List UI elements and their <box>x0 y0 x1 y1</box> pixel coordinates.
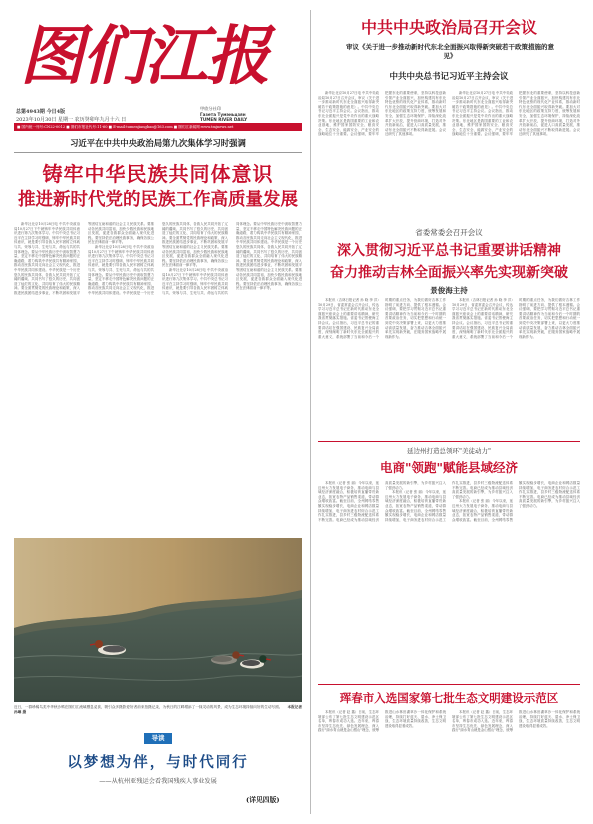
story-c-body-text-cont-2: 本报讯（记者 张 丽）今年以来，延边州大力发展电子商务，推动电商与县域经济深度融合，积极培育直播带货新业态，拓宽农特产品销售渠道，带动群众增收致富。截至目前，全州网络零售额实现稳步增长，电商企业和网店数量持续增加，电子商务进农村综合示范工作扎实推进，县乡村三级物流配送体系不断完善。电商已经成为推动县域经济高质量发展的新引擎，为乡村振兴注入了强劲动力。 <box>452 481 580 522</box>
story-d-top-rule <box>318 684 580 685</box>
guide-more[interactable]: (详见四版) <box>246 796 280 804</box>
masthead-date: 2023年10月30日 星期一 农历癸卯年九月十六 日 <box>16 117 127 123</box>
masthead-label-line-2: Газета Тумэньцзян <box>200 111 246 117</box>
story-c-top-rule <box>318 441 580 442</box>
story-a-headline: 中共中央政治局召开会议 <box>360 18 537 37</box>
story-d-body-text: 本报讯（记者 赵 鑫）日前，生态环境部公布了第七批生态文明建设示范区名单，珲春市成功入选。近年来，珲春市坚持生态优先、绿色发展理念，深入践行"绿水青山就是金山银山"理念，统筹推进山水林田湖草沙一体化保护和系统治理，持续打好蓝天、碧水、净土保卫战，生态环境质量持续改善，生态文明建设取得显著成效。 <box>318 710 446 733</box>
story-d-body <box>318 710 580 814</box>
story-c-body <box>318 481 580 679</box>
masthead-label-line-1: 甲欣分社印 <box>200 106 221 111</box>
photo-caption-text: 近日，一群珍稀鸟类中华秋沙鸭在图们江流域栖息觅食，吸引众多摄影爱好者前来拍摄记录，为秋日的江畔增添了一抹灵动的风景，成为生态环境持续向好的生动写照。 <box>14 705 283 709</box>
lead-body-text: 新华社北京10月28日电 中共中央政治局10月27日下午就铸牢中华民族共同体意识进行第九次集体学习。中共中央总书记习近平在主持学习时强调，铸牢中华民族共同体意识，就是要引导各族人民牢固树立休戚与共、荣辱与共、生死与共、命运与共的共同体理念。要从中华民族历史中汲取智慧力量，坚定不移走中国特色解决民族问题的正确道路，着力构筑中华民族共有精神家园，推动各民族共同走向社会主义现代化，推进中华民族共同体建设。中华民族是一个历史悠久的民族共同体，各族人民共同开拓了辽阔的疆域、共同书写了悠久的历史、共同创造了灿烂的文化、共同培育了伟大的民族精神。要全面贯彻党的民族理论和政策，深入推进民族团结进步事业，不断巩固和发展平等团结互助和谐的社会主义民族关系。要推动各民族共同富裕，加快少数民族和民族地区发展，促进各族群众全面融入现代化进程。要坚持依法治理民族事务，确保各族公民在法律面前一律平等。 <box>14 222 154 295</box>
lead-headline-2: 推进新时代党的民族工作高质量发展 <box>18 190 298 210</box>
story-b-headline-2: 奋力推动吉林全面振兴率先实现新突破 <box>330 265 568 281</box>
story-d-headline: 珲春市入选国家第七批生态文明建设示范区 <box>339 691 559 705</box>
story-a-body <box>318 91 580 227</box>
photo-caption <box>14 705 302 715</box>
guide-label: 导读 <box>144 733 172 744</box>
logo-text: 图们江报 <box>20 19 268 88</box>
story-c-kicker: 延边州打造总领环"美徒动力" <box>407 447 491 455</box>
story-c-body-text-cont: 本报讯（记者 张 丽）今年以来，延边州大力发展电子商务，推动电商与县域经济深度融合，积极培育直播带货新业态，拓宽农特产品销售渠道，带动群众增收致富。截至目前，全州网络零售额实现稳步增长，电商企业和网店数量持续增加，电子商务进农村综合示范工作扎实推进，县乡村三级物流配送体系不断完善。电商已经成为推动县域经济高质量发展的新引擎，为乡村振兴注入了强劲动力。 <box>385 481 513 522</box>
story-c-body-text: 本报讯（记者 张 丽）今年以来，延边州大力发展电子商务，推动电商与县域经济深度融合，积极培育直播带货新业态，拓宽农特产品销售渠道，带动群众增收致富。截至目前，全州网络零售额实现稳步增长，电商企业和网店数量持续增加，电子商务进农村综合示范工作扎实推进，县乡村三级物流配送体系不断完善。电商已经成为推动县域经济高质量发展的新引擎，为乡村振兴注入了强劲动力。 <box>318 481 446 522</box>
photo-ducks <box>14 538 302 702</box>
masthead-issue: 总第4943期 今日4版 <box>16 109 66 115</box>
photo-credit: 本报记者 孙琳 摄 <box>14 705 303 714</box>
masthead-label-line-3: TUMEN RIVER DAILY <box>200 117 248 122</box>
masthead <box>14 10 302 130</box>
story-a-deck-1: 审议《关于进一步推动新时代东北全面振兴取得新突破若干政策措施的意见》 <box>346 43 554 60</box>
lead-headline-1: 铸牢中华民族共同体意识 <box>42 162 274 186</box>
guide-headline: 以梦想为伴，与时代同行 <box>67 754 249 771</box>
lead-kicker-rule <box>14 152 302 153</box>
masthead-label-block <box>200 106 247 123</box>
story-a-body-text: 新华社北京10月27日电 中共中央政治局10月27日召开会议，审议《关于进一步推动新时代东北全面振兴取得新突破若干政策措施的意见》。中共中央总书记习近平主持会议。会议指出，推动东北全面振兴是党中央作出的重大战略决策。东北地区是我国重要的工业和农业基地，维护国家国防安全、粮食安全、生态安全、能源安全、产业安全的战略地位十分重要。会议强调，要牢牢把握东北的重要使命，坚持以科技创新引领产业全面振兴，加快构建具有东北特色优势的现代化产业体系，推动新时代东北全面振兴取得新突破。要加大对东北地区的政策支持力度，统筹发展和安全，加强生态环境保护，持续深化改革扩大开放，提升营商环境，打造对外开放新前沿，促进人口高质量发展，推动东北全面振兴不断取得新进展。会议还研究了其他事项。 <box>318 91 446 137</box>
story-d-body-text-cont: 本报讯（记者 赵 鑫）日前，生态环境部公布了第七批生态文明建设示范区名单，珲春市成功入选。近年来，珲春市坚持生态优先、绿色发展理念，深入践行"绿水青山就是金山银山"理念，统筹推进山水林田湖草沙一体化保护和系统治理，持续打好蓝天、碧水、净土保卫战，生态环境质量持续改善，生态文明建设取得显著成效。 <box>452 710 580 733</box>
story-a-deck-2: 中共中央总书记习近平主持会议 <box>389 72 509 82</box>
masthead-info-bar: ■ 国内统一刊号:CN22-0012 ■ 图们市报社代号:11-60 ■ E-mail:tumenjiangbao@163.com ■ 图们江新闻网:www.tmjnews.net <box>14 123 302 131</box>
lead-kicker: 习近平在中共中央政治局第九次集体学习时强调 <box>70 138 246 148</box>
story-c-headline: 电商"领跑"赋能县域经济 <box>379 460 519 475</box>
page-column-divider <box>310 10 311 814</box>
story-b-byline: 景俊海主持 <box>430 286 468 295</box>
masthead-logo <box>14 16 276 88</box>
story-b-body <box>318 298 580 440</box>
story-a-body-text-cont: 新华社北京10月27日电 中共中央政治局10月27日召开会议，审议《关于进一步推动新时代东北全面振兴取得新突破若干政策措施的意见》。中共中央总书记习近平主持会议。会议指出，推动东北全面振兴是党中央作出的重大战略决策。东北地区是我国重要的工业和农业基地，维护国家国防安全、粮食安全、生态安全、能源安全、产业安全的战略地位十分重要。会议强调，要牢牢把握东北的重要使命，坚持以科技创新引领产业全面振兴，加快构建具有东北特色优势的现代化产业体系，推动新时代东北全面振兴取得新突破。要加大对东北地区的政策支持力度，统筹发展和安全，加强生态环境保护，持续深化改革扩大开放，提升营商环境，打造对外开放新前沿，促进人口高质量发展，推动东北全面振兴不断取得新进展。会议还研究了其他事项。 <box>452 91 580 137</box>
story-b-kicker: 省委常委会召开会议 <box>415 228 483 237</box>
lead-body-text-cont-2: 新华社北京10月28日电 中共中央政治局10月27日下午就铸牢中华民族共同体意识进行第九次集体学习。中共中央总书记习近平在主持学习时强调，铸牢中华民族共同体意识，就是要引导各族人民牢固树立休戚与共、荣辱与共、生死与共、命运与共的共同体理念。要从中华民族历史中汲取智慧力量，坚定不移走中国特色解决民族问题的正确道路，着力构筑中华民族共有精神家园，推动各民族共同走向社会主义现代化，推进中华民族共同体建设。中华民族是一个历史悠久的民族共同体，各族人民共同开拓了辽阔的疆域、共同书写了悠久的历史、共同创造了灿烂的文化、共同培育了伟大的民族精神。要全面贯彻党的民族理论和政策，深入推进民族团结进步事业，不断巩固和发展平等团结互助和谐的社会主义民族关系。要推动各民族共同富裕，加快少数民族和民族地区发展，促进各族群众全面融入现代化进程。要坚持依法治理民族事务，确保各族公民在法律面前一律平等。 <box>162 222 302 295</box>
lead-body-text-cont: 新华社北京10月28日电 中共中央政治局10月27日下午就铸牢中华民族共同体意识进行第九次集体学习。中共中央总书记习近平在主持学习时强调，铸牢中华民族共同体意识，就是要引导各族人民牢固树立休戚与共、荣辱与共、生死与共、命运与共的共同体理念。要从中华民族历史中汲取智慧力量，坚定不移走中国特色解决民族问题的正确道路，着力构筑中华民族共有精神家园，推动各民族共同走向社会主义现代化，推进中华民族共同体建设。中华民族是一个历史悠久的民族共同体，各族人民共同开拓了辽阔的疆域、共同书写了悠久的历史、共同创造了灿烂的文化、共同培育了伟大的民族精神。要全面贯彻党的民族理论和政策，深入推进民族团结进步事业，不断巩固和发展平等团结互助和谐的社会主义民族关系。要推动各民族共同富裕，加快少数民族和民族地区发展，促进各族群众全面融入现代化进程。要坚持依法治理民族事务，确保各族公民在法律面前一律平等。 <box>88 222 228 295</box>
story-b-body-text-cont: 本报讯（吉林日报记者 孙 晓 李 洋）10月29日，省委常委会召开会议，传达学习习近平总书记在新时代推动东北全面振兴座谈会上的重要讲话精神，研究我省贯彻落实措施。省委书记景俊海主持会议。会议指出，习近平总书记的重要讲话站在强国建设、民族复兴全局高度，深刻阐明了新时代东北全面振兴的重大意义，系统部署了当前和今后一个时期的重点任务，为我们做好吉林工作指明了前进方向、提供了根本遵循。会议强调，要把学习贯彻习近平总书记重要讲话精神作为当前和今后一个时期的首要政治任务，切实把思想和行动统一到党中央决策部署上来，以更大力度推动高质量发展，奋力推动吉林全面振兴率先实现新突破，在服务国家战略中展现新作为。 <box>452 298 580 339</box>
story-b-headline-1: 深入贯彻习近平总书记重要讲话精神 <box>337 243 561 259</box>
lead-body <box>14 222 302 532</box>
story-b-body-text: 本报讯（吉林日报记者 孙 晓 李 洋）10月29日，省委常委会召开会议，传达学习习近平总书记在新时代推动东北全面振兴座谈会上的重要讲话精神，研究我省贯彻落实措施。省委书记景俊海主持会议。会议指出，习近平总书记的重要讲话站在强国建设、民族复兴全局高度，深刻阐明了新时代东北全面振兴的重大意义，系统部署了当前和今后一个时期的重点任务，为我们做好吉林工作指明了前进方向、提供了根本遵循。会议强调，要把学习贯彻习近平总书记重要讲话精神作为当前和今后一个时期的首要政治任务，切实把思想和行动统一到党中央决策部署上来，以更大力度推动高质量发展，奋力推动吉林全面振兴率先实现新突破，在服务国家战略中展现新作为。 <box>318 298 446 339</box>
guide-subhead: ——从杭州亚残运会看我国残疾人事业发展 <box>99 778 217 785</box>
